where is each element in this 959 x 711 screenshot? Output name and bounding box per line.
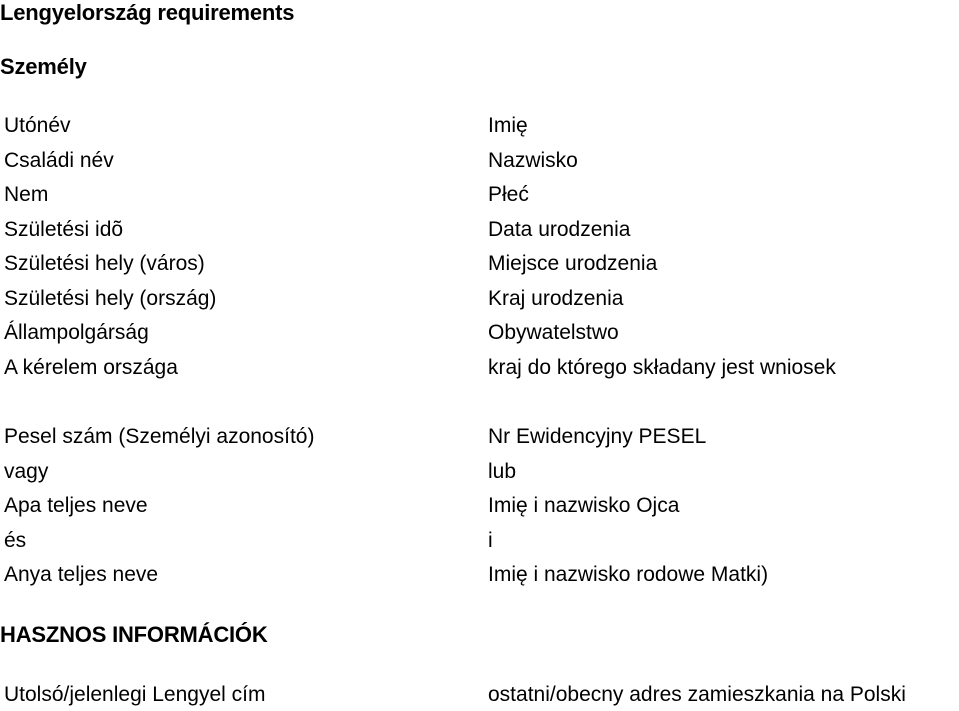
field-row-szuletesi-ido (0, 213, 959, 248)
field-label-pl: Płeć (488, 183, 529, 206)
field-row-lengyel-cim (0, 678, 959, 711)
field-label-pl: kraj do którego składany jest wniosek (488, 355, 836, 379)
field-label-pl: Data urodzenia (488, 217, 631, 241)
field-label-pl: Imię i nazwisko Ojca (488, 494, 680, 517)
field-row-pesel (0, 420, 959, 455)
field-row-kerelem-orszaga (0, 351, 959, 386)
field-label-hu: Születési hely (ország) (4, 286, 217, 310)
field-row-csaladi-nev (0, 144, 959, 179)
field-label-pl: Kraj urodzenia (488, 286, 624, 310)
field-label-hu: Nem (4, 183, 49, 206)
field-label-pl: Nazwisko (488, 148, 578, 172)
identity-fields-block (0, 420, 959, 593)
field-row-utonev (0, 109, 959, 144)
field-label-hu: Utónév (4, 114, 71, 137)
field-label-hu: Anya teljes neve (4, 563, 159, 586)
field-label-hu: Állampolgárság (4, 321, 149, 344)
field-row-apa-teljes-neve (0, 489, 959, 524)
section-heading-szemely: Személy (0, 54, 87, 79)
field-label-pl: ostatni/obecny adres zamieszkania na Polski (488, 683, 906, 706)
field-row-szuletesi-hely-orszag (0, 282, 959, 317)
field-label-hu: Családi név (4, 148, 114, 172)
field-row-vagy (0, 455, 959, 490)
personal-fields-block (0, 109, 959, 385)
field-label-pl: Nr Ewidencyjny PESEL (488, 425, 707, 448)
field-row-allampolgarsag (0, 316, 959, 351)
field-row-anya-teljes-neve (0, 558, 959, 593)
document-title: Lengyelország requirements (0, 0, 295, 25)
field-label-hu: Utolsó/jelenlegi Lengyel cím (4, 683, 266, 706)
field-row-nem (0, 178, 959, 213)
field-label-pl: Imię i nazwisko rodowe Matki) (488, 563, 769, 586)
field-label-hu: és (4, 528, 27, 552)
field-label-hu: Apa teljes neve (4, 494, 148, 517)
field-label-pl: Obywatelstwo (488, 321, 619, 344)
field-label-pl: Miejsce urodzenia (488, 252, 658, 275)
useful-info-block (0, 678, 959, 711)
field-row-szuletesi-hely-varos (0, 247, 959, 282)
section-heading-hasznos-informaciok: HASZNOS INFORMÁCIÓK (0, 622, 268, 647)
field-label-pl: i (488, 528, 493, 552)
field-label-hu: Pesel szám (Személyi azonosító) (4, 425, 315, 448)
field-label-hu: vagy (4, 459, 49, 483)
field-label-hu: Születési idõ (4, 217, 124, 241)
field-label-hu: A kérelem országa (4, 355, 178, 379)
field-label-hu: Születési hely (város) (4, 252, 205, 275)
field-row-es (0, 524, 959, 559)
field-label-pl: lub (488, 459, 517, 483)
field-label-pl: Imię (488, 114, 528, 137)
